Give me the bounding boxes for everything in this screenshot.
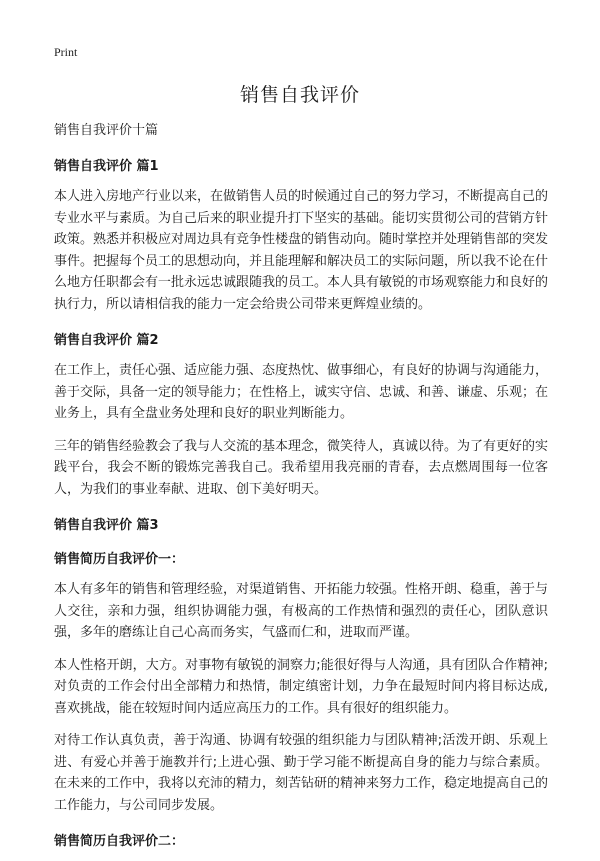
section-heading-1: 销售自我评价 篇1 [54,159,159,174]
section-heading-3: 销售自我评价 篇3 [54,518,159,533]
resume-1-paragraph-2: 本人性格开朗，大方。对事物有敏锐的洞察力;能很好得与人沟通，具有团队合作精神;对负责的工作会付出全部精力和热情，制定缜密计划，力争在最短时间内将目标达成,喜欢挑战，能在较短时间内适应高压力的工作。具有很好的组织能力。 [54,657,548,716]
section-1-paragraph-1: 本人进入房地产行业以来，在做销售人员的时候通过自己的努力学习，不断提高自己的专业水平与素质。为自己后来的职业提升打下坚实的基础。能切实贯彻公司的营销方针政策。熟悉并积极应对周边具有竞争性楼盘的销售动向。随时掌控并处理销售部的突发事件。把握每个员工的思想动向，并且能理解和解决员工的实际问题，所以我不论在什么地方任职都会有一批永远忠诚跟随我的员工。本人具有敏锐的市场观察能力和良好的执行力，所以请相信我的能力一定会给贵公司带来更辉煌业绩的。 [54,189,549,312]
resume-1-paragraph-1: 本人有多年的销售和管理经验，对渠道销售、开拓能力较强。性格开朗、稳重，善于与人交往，亲和力强，组织协调能力强，有极高的工作热情和强烈的责任心，团队意识强，多年的磨练让自己心高而务实，气盛而仁和，进取而严谨。 [54,582,549,640]
document-body [54,122,548,861]
section-heading-2: 销售自我评价 篇2 [54,333,159,348]
section-2-paragraph-2: 三年的销售经验教会了我与人交流的基本理念，微笑待人，真诚以待。为了有更好的实践平台，我会不断的锻炼完善我自己。我希望用我亮丽的青春，去点燃周围每一位客人，为我们的事业奉献、进取、创下美好明天。 [54,438,549,497]
section-heading-resume-2: 销售简历自我评价二： [54,834,185,849]
document-subtitle: 销售自我评价十篇 [54,123,159,138]
print-link[interactable]: Print [54,45,78,59]
section-heading-resume-1: 销售简历自我评价一： [54,552,185,567]
document-title: 销售自我评价 [239,84,360,106]
resume-1-paragraph-3: 对待工作认真负责，善于沟通、协调有较强的组织能力与团队精神;活泼开朗、乐观上进、有爱心并善于施教并行;上进心强、勤于学习能不断提高自身的能力与综合素质。在未来的工作中，我将以充沛的精力，刻苦钻研的精神来努力工作，稳定地提高自己的工作能力，与公司同步发展。 [54,733,549,813]
section-2-paragraph-1: 在工作上，责任心强、适应能力强、态度热忱、做事细心，有良好的协调与沟通能力，善于交际，具备一定的领导能力；在性格上，诚实守信、忠诚、和善、谦虚、乐观；在业务上，具有全盘业务处理和良好的职业判断能力。 [54,363,549,421]
